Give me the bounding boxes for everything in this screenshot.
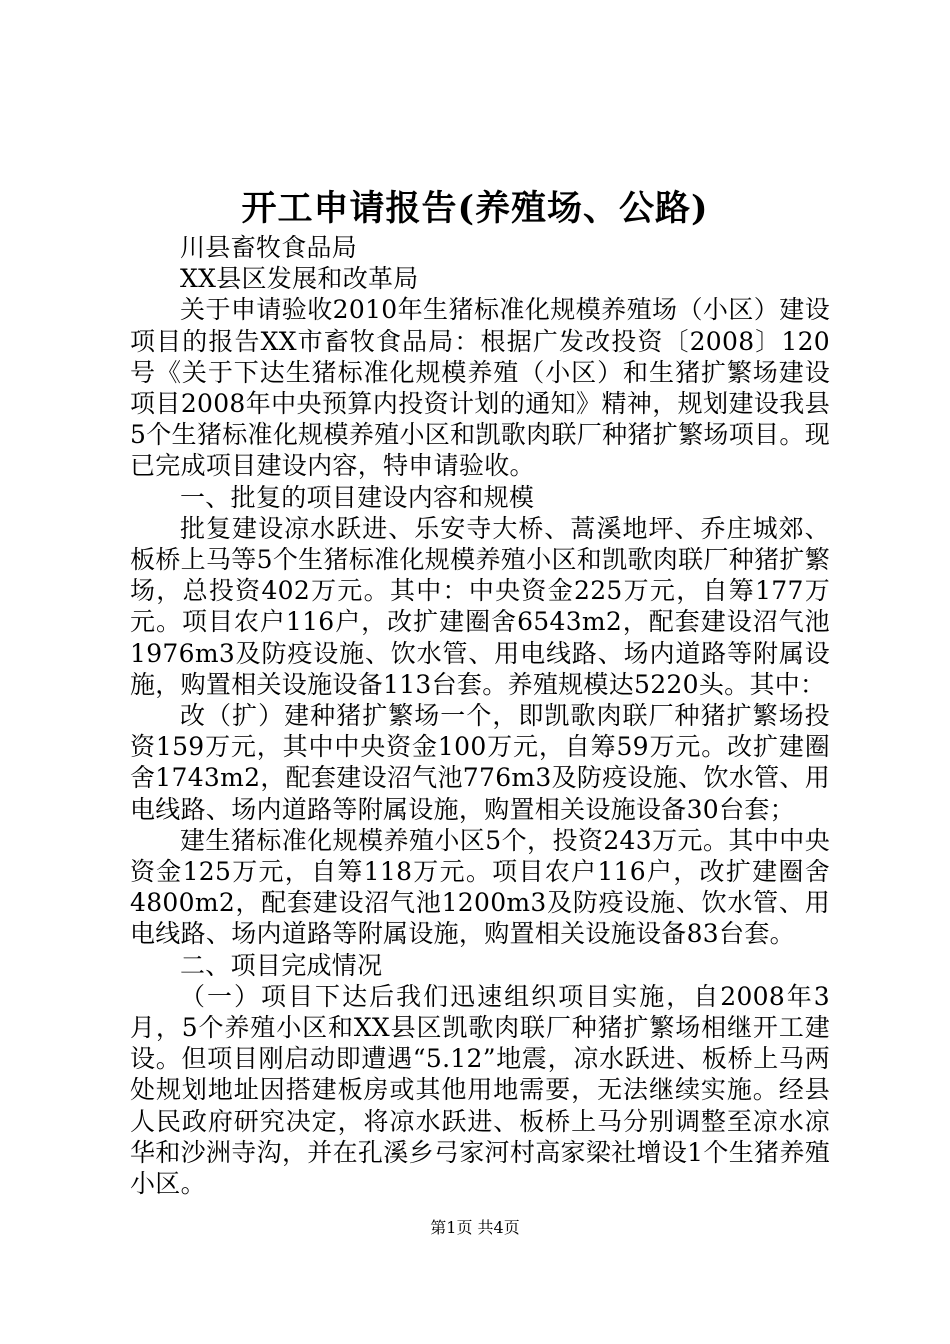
page-number-footer: 第1页 共4页 xyxy=(430,1218,520,1237)
document-body xyxy=(130,232,830,1199)
document-title: 开工申请报告(养殖场、公路) xyxy=(241,188,709,229)
section-heading-2: 二、项目完成情况 xyxy=(180,950,383,980)
body-paragraph-approval: 批复建设凉水跃进、乐安寺大桥、蒿溪地坪、乔庄城郊、板桥上马等5个生猪标准化规模养殖小区和凯歌肉联厂种猪扩繁场，总投资402万元。其中：中央资金225万元，自筹177万元。项目农户116户，改扩建圈舍6543m2，配套建设沼气池1976m3及防疫设施、饮水管、用电线路、场内道路等附属设施，购置相关设施设备113台套。养殖规模达5220头。其中： xyxy=(130,513,830,699)
section-heading-1: 一、批复的项目建设内容和规模 xyxy=(180,482,535,512)
intro-paragraph: 关于申请验收2010年生猪标准化规模养殖场（小区）建设项目的报告XX市畜牧食品局：根据广发改投资〔2008〕120号《关于下达生猪标准化规模养殖（小区）和生猪扩繁场建设项目2008年中央预算内投资计划的通知》精神，规划建设我县5个生猪标准化规模养殖小区和凯歌肉联厂种猪扩繁场项目。现已完成项目建设内容，特申请验收。 xyxy=(130,295,830,481)
recipient-line-2: XX县区发展和改革局 xyxy=(180,264,419,294)
body-paragraph-breeding-zones: 建生猪标准化规模养殖小区5个，投资243万元。其中中央资金125万元，自筹118万元。项目农户116户，改扩建圈舍4800m2，配套建设沼气池1200m3及防疫设施、饮水管、用电线路、场内道路等附属设施，购置相关设施设备83台套。 xyxy=(130,825,830,949)
body-paragraph-progress: （一）项目下达后我们迅速组织项目实施，自2008年3月，5个养殖小区和XX县区凯歌肉联厂种猪扩繁场相继开工建设。但项目刚启动即遭遇“5.12”地震，凉水跃进、板桥上马两处规划地址因搭建板房或其他用地需要，无法继续实施。经县人民政府研究决定，将凉水跃进、板桥上马分别调整至凉水凉华和沙洲寺沟，并在孔溪乡弓家河村高家梁社增设1个生猪养殖小区。 xyxy=(130,981,830,1199)
recipient-line-1: 川县畜牧食品局 xyxy=(180,233,358,262)
body-paragraph-breeding-farm: 改（扩）建种猪扩繁场一个，即凯歌肉联厂种猪扩繁场投资159万元，其中中央资金100万元，自筹59万元。改扩建圈舍1743m2，配套建设沼气池776m3及防疫设施、饮水管、用电线路、场内道路等附属设施，购置相关设施设备30台套； xyxy=(130,701,830,824)
